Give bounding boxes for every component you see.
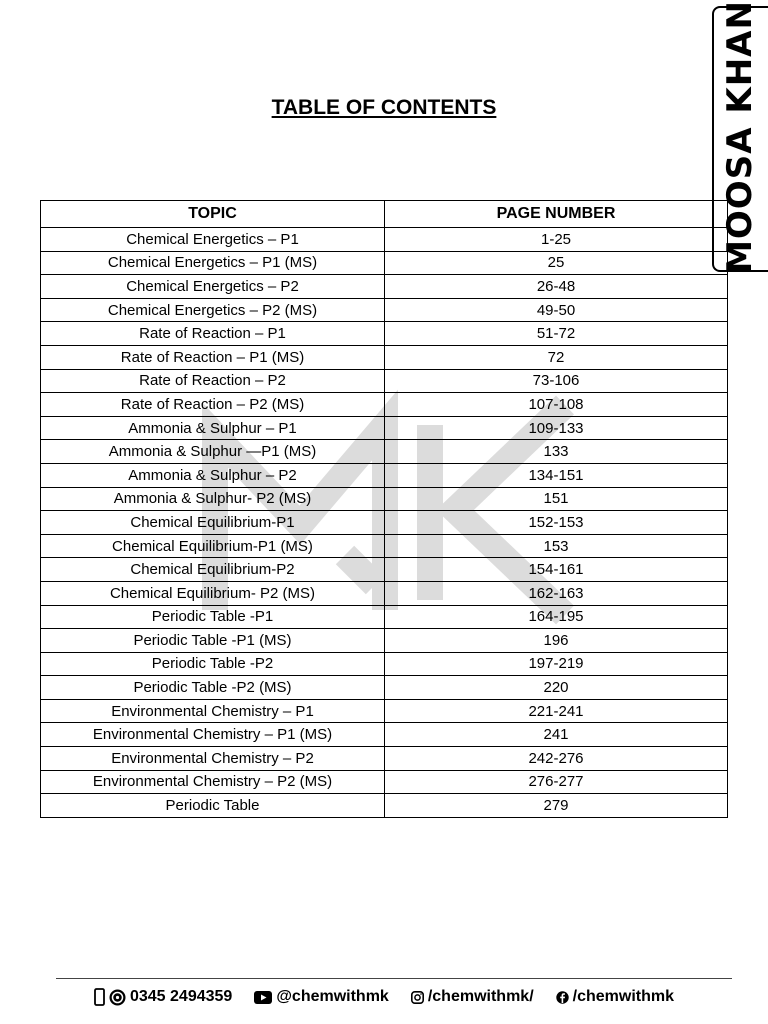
table-row bbox=[41, 747, 728, 771]
table-body bbox=[41, 228, 728, 818]
topic-cell: Environmental Chemistry – P1 (MS) bbox=[41, 723, 385, 747]
table-row bbox=[41, 652, 728, 676]
page-number-cell: 153 bbox=[385, 534, 728, 558]
page-number-cell: 276-277 bbox=[385, 770, 728, 794]
instagram-contact[interactable] bbox=[411, 988, 534, 1006]
topic-cell: Periodic Table -P1 (MS) bbox=[41, 629, 385, 653]
table-row bbox=[41, 275, 728, 299]
youtube-contact[interactable] bbox=[254, 988, 389, 1006]
page-number-cell: 49-50 bbox=[385, 298, 728, 322]
table-row bbox=[41, 629, 728, 653]
page-number-cell: 220 bbox=[385, 676, 728, 700]
table-row bbox=[41, 463, 728, 487]
table-row bbox=[41, 440, 728, 464]
table-row bbox=[41, 676, 728, 700]
table-row bbox=[41, 322, 728, 346]
page-number-cell: 154-161 bbox=[385, 558, 728, 582]
phone-number: 0345 2494359 bbox=[129, 988, 233, 1005]
footer-contacts bbox=[0, 988, 768, 1006]
table-row bbox=[41, 251, 728, 275]
topic-cell: Environmental Chemistry – P2 bbox=[41, 747, 385, 771]
header-page-number: PAGE NUMBER bbox=[385, 201, 728, 228]
topic-cell: Periodic Table bbox=[41, 794, 385, 818]
topic-cell: Ammonia & Sulphur – P1 bbox=[41, 416, 385, 440]
table-row bbox=[41, 558, 728, 582]
topic-cell: Chemical Equilibrium-P2 bbox=[41, 558, 385, 582]
topic-cell: Chemical Energetics – P1 (MS) bbox=[41, 251, 385, 275]
page-number-cell: 151 bbox=[385, 487, 728, 511]
page-number-cell: 51-72 bbox=[385, 322, 728, 346]
topic-cell: Environmental Chemistry – P1 bbox=[41, 699, 385, 723]
table-row bbox=[41, 723, 728, 747]
page-title: TABLE OF CONTENTS bbox=[271, 96, 497, 119]
topic-cell: Periodic Table -P1 bbox=[41, 605, 385, 629]
page-number-cell: 133 bbox=[385, 440, 728, 464]
table-header-row bbox=[41, 201, 728, 228]
table-row bbox=[41, 794, 728, 818]
instagram-handle: /chemwithmk/ bbox=[427, 988, 534, 1005]
topic-cell: Chemical Equilibrium- P2 (MS) bbox=[41, 581, 385, 605]
header-topic: TOPIC bbox=[41, 201, 385, 228]
facebook-contact[interactable] bbox=[556, 988, 674, 1006]
topic-cell: Ammonia & Sulphur- P2 (MS) bbox=[41, 487, 385, 511]
table-row bbox=[41, 416, 728, 440]
page-number-cell: 25 bbox=[385, 251, 728, 275]
instagram-icon bbox=[411, 991, 424, 1004]
phone-icon bbox=[94, 988, 105, 1006]
page-number-cell: 221-241 bbox=[385, 699, 728, 723]
page-number-cell: 107-108 bbox=[385, 393, 728, 417]
author-side-label: MOOSA KHAN bbox=[720, 0, 761, 274]
table-row bbox=[41, 534, 728, 558]
topic-cell: Rate of Reaction – P1 (MS) bbox=[41, 345, 385, 369]
table-row bbox=[41, 581, 728, 605]
table-row bbox=[41, 487, 728, 511]
page-number-cell: 72 bbox=[385, 345, 728, 369]
table-row bbox=[41, 699, 728, 723]
footer-divider bbox=[56, 978, 732, 979]
whatsapp-icon bbox=[109, 989, 126, 1006]
youtube-icon bbox=[254, 991, 272, 1004]
page-number-cell: 164-195 bbox=[385, 605, 728, 629]
topic-cell: Environmental Chemistry – P2 (MS) bbox=[41, 770, 385, 794]
table-row bbox=[41, 393, 728, 417]
page-number-cell: 242-276 bbox=[385, 747, 728, 771]
topic-cell: Rate of Reaction – P1 bbox=[41, 322, 385, 346]
table-row bbox=[41, 369, 728, 393]
page-number-cell: 162-163 bbox=[385, 581, 728, 605]
contents-table bbox=[40, 200, 728, 818]
topic-cell: Ammonia & Sulphur – P2 bbox=[41, 463, 385, 487]
topic-cell: Rate of Reaction – P2 (MS) bbox=[41, 393, 385, 417]
topic-cell: Periodic Table -P2 bbox=[41, 652, 385, 676]
topic-cell: Chemical Energetics – P2 (MS) bbox=[41, 298, 385, 322]
page-number-cell: 197-219 bbox=[385, 652, 728, 676]
page-number-cell: 152-153 bbox=[385, 511, 728, 535]
page-number-cell: 1-25 bbox=[385, 228, 728, 252]
page-number-cell: 109-133 bbox=[385, 416, 728, 440]
table-row bbox=[41, 298, 728, 322]
topic-cell: Chemical Energetics – P1 bbox=[41, 228, 385, 252]
topic-cell: Periodic Table -P2 (MS) bbox=[41, 676, 385, 700]
page-number-cell: 279 bbox=[385, 794, 728, 818]
table-row bbox=[41, 770, 728, 794]
page-number-cell: 241 bbox=[385, 723, 728, 747]
topic-cell: Rate of Reaction – P2 bbox=[41, 369, 385, 393]
topic-cell: Chemical Equilibrium-P1 bbox=[41, 511, 385, 535]
table-row bbox=[41, 511, 728, 535]
table-row bbox=[41, 228, 728, 252]
table-row bbox=[41, 605, 728, 629]
table-row bbox=[41, 345, 728, 369]
page-number-cell: 73-106 bbox=[385, 369, 728, 393]
page-number-cell: 26-48 bbox=[385, 275, 728, 299]
facebook-icon bbox=[556, 991, 569, 1004]
page-number-cell: 196 bbox=[385, 629, 728, 653]
youtube-handle: @chemwithmk bbox=[276, 988, 389, 1005]
topic-cell: Chemical Energetics – P2 bbox=[41, 275, 385, 299]
topic-cell: Chemical Equilibrium-P1 (MS) bbox=[41, 534, 385, 558]
facebook-handle: /chemwithmk bbox=[572, 988, 674, 1005]
topic-cell: Ammonia & Sulphur —P1 (MS) bbox=[41, 440, 385, 464]
phone-contact[interactable] bbox=[94, 988, 232, 1006]
page-number-cell: 134-151 bbox=[385, 463, 728, 487]
